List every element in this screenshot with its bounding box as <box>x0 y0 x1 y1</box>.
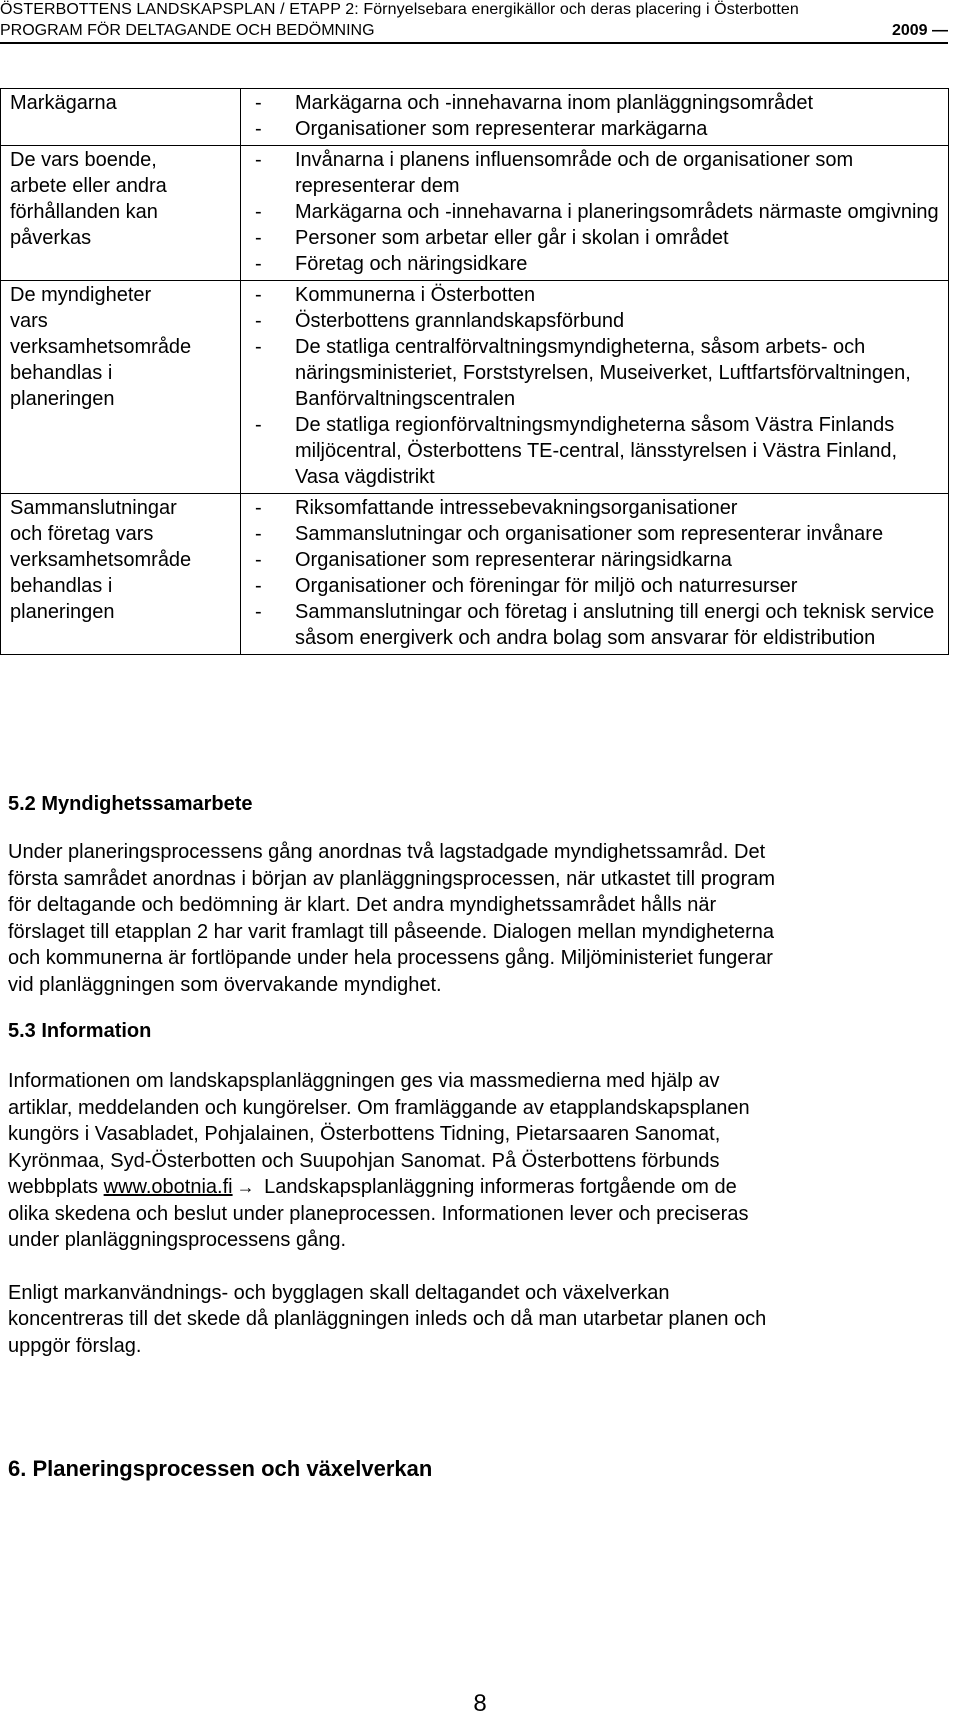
stakeholder-items-cell <box>241 494 949 655</box>
section-heading: 6. Planeringsprocessen och växelverkan <box>8 1456 433 1481</box>
list-item: - Organisationer och föreningar för miljö och naturresurser <box>255 573 940 599</box>
text-line: Enligt markanvändnings- och bygglagen skall deltagandet och växelverkan <box>8 1281 670 1304</box>
stakeholder-table <box>0 88 949 655</box>
text-line: olika skedena och beslut under planeprocessen. Informationen lever och preciseras <box>8 1202 749 1225</box>
list-item: - De statliga centralförvaltningsmyndigheterna, såsom arbets- och näringsministeriet, Forststyrelsen, Museiverket, Luftfartsförvaltningen, Banförvaltningscentralen <box>255 334 940 412</box>
list-item: - Företag och näringsidkare <box>255 251 940 277</box>
list-item: - De statliga regionförvaltningsmyndigheterna såsom Västra Finlands miljöcentral, Österbottens TE-central, länsstyrelsen i Västra Finland, Vasa vägdistrikt <box>255 412 940 490</box>
section-heading: 5.3 Information <box>8 1020 152 1042</box>
role-line: förhållanden kan <box>10 201 158 223</box>
role-line: verksamhetsområde <box>10 549 192 571</box>
section-5-3 <box>8 1019 952 1359</box>
role-line: De myndigheter <box>10 284 152 306</box>
text-line: uppgör förslag. <box>8 1334 142 1357</box>
role-line: planeringen <box>10 388 115 410</box>
stakeholder-list <box>255 282 940 490</box>
list-item: - Riksomfattande intressebevakningsorganisationer <box>255 495 940 521</box>
role-line: De vars boende, <box>10 149 157 171</box>
list-item: - Markägarna och -innehavarna inom planläggningsområdet <box>255 90 940 116</box>
role-line: behandlas i <box>10 575 113 597</box>
role-line: Markägarna <box>10 92 117 114</box>
role-line: arbete eller andra <box>10 175 167 197</box>
section-paragraph <box>8 1280 952 1360</box>
list-item: - Österbottens grannlandskapsförbund <box>255 308 940 334</box>
role-line: verksamhetsområde <box>10 336 192 358</box>
list-item: - Invånarna i planens influensområde och de organisationer som representerar dem <box>255 147 940 199</box>
text-line: första samrådet anordnas i början av planläggningsprocessen, när utkastet till program <box>8 867 776 890</box>
stakeholder-items-cell <box>241 281 949 494</box>
header-subtitle: PROGRAM FÖR DELTAGANDE OCH BEDÖMNING <box>0 22 375 39</box>
role-line: behandlas i <box>10 362 113 384</box>
list-item: - Markägarna och -innehavarna i planeringsområdets närmaste omgivning <box>255 199 940 225</box>
list-item: - Organisationer som representerar markägarna <box>255 116 940 142</box>
role-line: Sammanslutningar <box>10 497 177 519</box>
list-item: - Sammanslutningar och företag i anslutning till energi och teknisk service såsom energiverk och andra bolag som ansvarar för eldistribution <box>255 599 940 651</box>
stakeholder-items-cell <box>241 146 949 281</box>
text-line: artiklar, meddelanden och kungörelser. Om framläggande av etapplandskapsplanen <box>8 1096 750 1119</box>
role-line: vars <box>10 310 48 332</box>
header-title: ÖSTERBOTTENS LANDSKAPSPLAN / ETAPP 2: Förnyelsebara energikällor och deras placering i Österbotten <box>0 1 799 18</box>
stakeholder-items-cell <box>241 89 949 146</box>
role-line: planeringen <box>10 601 115 623</box>
text-line: Informationen om landskapsplanläggningen ges via massmedierna med hjälp av <box>8 1070 720 1092</box>
list-item: - Personer som arbetar eller går i skolan i området <box>255 225 940 251</box>
table-row <box>1 89 949 146</box>
table-row <box>1 494 949 655</box>
stakeholder-list <box>255 90 940 142</box>
stakeholder-list <box>255 147 940 277</box>
arrow-right-icon: → <box>236 1177 255 1197</box>
obotnia-link[interactable]: www.obotnia.fi <box>103 1176 233 1198</box>
section-6 <box>8 1456 952 1482</box>
stakeholder-role-cell <box>1 89 241 146</box>
stakeholder-list <box>255 495 940 651</box>
header-year: 2009 — <box>891 22 948 39</box>
text-line: Kyrönmaa, Syd-Österbotten och Suupohjan Sanomat. På Österbottens förbunds <box>8 1149 720 1172</box>
stakeholder-role-cell <box>1 281 241 494</box>
stakeholder-role-cell <box>1 146 241 281</box>
role-line: påverkas <box>10 227 92 249</box>
page-number: 8 <box>473 1690 487 1717</box>
section-paragraph <box>8 1068 952 1254</box>
text-line: förslaget till etapplan 2 har varit framlagt till påseende. Dialogen mellan myndigheterna <box>8 920 774 943</box>
text-line: under planläggningsprocessens gång. <box>8 1229 347 1251</box>
role-line: och företag vars <box>10 523 154 545</box>
text-line: kungörs i Vasabladet, Pohjalainen, Österbottens Tidning, Pietarsaaren Sanomat, <box>8 1123 721 1145</box>
section-5-2 <box>8 792 952 998</box>
stakeholder-role-cell <box>1 494 241 655</box>
section-heading: 5.2 Myndighetssamarbete <box>8 793 253 815</box>
section-paragraph <box>8 839 952 998</box>
text-line: koncentreras till det skede då planläggningen inleds och då man utarbetar planen och <box>8 1308 767 1330</box>
list-item: - Kommunerna i Österbotten <box>255 282 940 308</box>
text-line: Under planeringsprocessens gång anordnas två lagstadgade myndighetssamråd. Det <box>8 841 766 863</box>
text-line: för deltagande och bedömning är klart. Det andra myndighetssamrådet hålls när <box>8 894 717 916</box>
text-line: vid planläggningen som övervakande myndighet. <box>8 973 442 996</box>
table-row <box>1 146 949 281</box>
list-item: - Organisationer som representerar näringsidkarna <box>255 547 940 573</box>
list-item: - Sammanslutningar och organisationer som representerar invånare <box>255 521 940 547</box>
text-line: och kommunerna är fortlöpande under hela processens gång. Miljöministeriet fungerar <box>8 947 773 969</box>
text-line: webbplats www.obotnia.fi → Landskapsplanläggning informeras fortgående om de <box>8 1174 952 1201</box>
table-row <box>1 281 949 494</box>
page-header <box>0 0 948 44</box>
